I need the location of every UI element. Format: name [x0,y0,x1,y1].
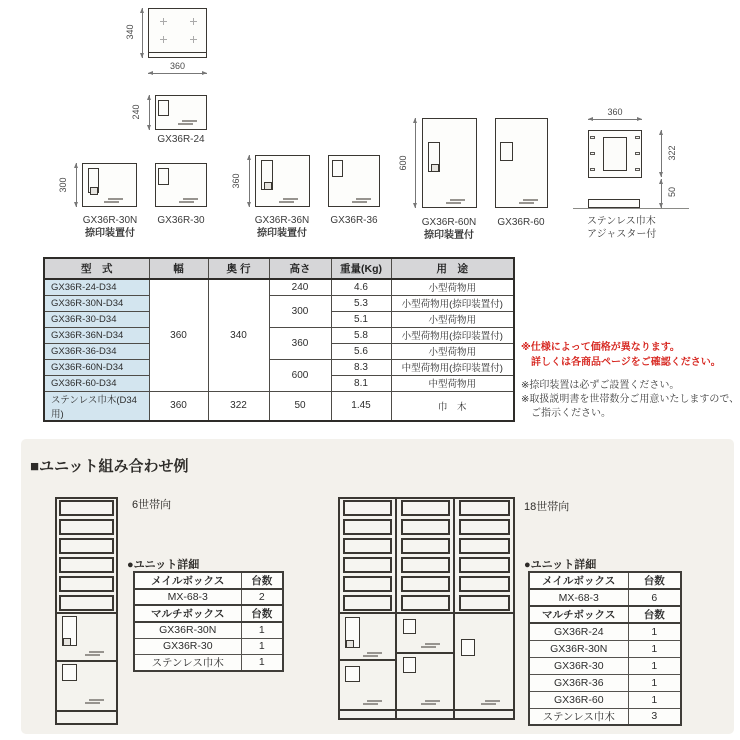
dim-label-360: 360 [231,173,241,189]
unit-window [403,657,416,673]
count-cell: 2 [241,589,283,605]
handle-icon [485,700,500,702]
unit-label: GX36R-60N [421,217,477,228]
screw-mark-icon [160,36,167,43]
table-row [44,279,514,295]
depth-cell: 322 [208,391,269,421]
count-header: 台数 [241,572,283,589]
model-cell: GX36R-24-D34 [44,279,149,295]
adjuster-clip [635,152,640,155]
use-cell: 中型荷物用 [391,375,514,391]
count-header: 台数 [628,572,681,589]
mailbox-header: メイルボックス [134,572,241,589]
dim-line [249,155,250,207]
stamp-device [431,164,439,172]
name-cell: GX36R-30N [529,640,628,657]
count-header: 台数 [241,605,283,622]
spec-header-row [44,258,514,279]
combination-panel [21,439,734,734]
table-row [134,572,283,589]
detail-heading-18: ●ユニット詳細 [524,559,597,571]
note-line: ※仕様によって価格が異なります。 [521,342,680,353]
mail-slot [343,500,392,516]
col-header-width: 幅 [149,258,208,279]
col-header-model: 型 式 [44,258,149,279]
table-row [44,327,514,343]
stamp-device [63,638,71,646]
weight-cell: 4.6 [331,279,391,295]
count-cell: 1 [628,674,681,691]
section-line [340,612,513,614]
count-cell: 1 [241,638,283,654]
count-cell: 3 [628,708,681,725]
multibox-header: マルチボックス [529,606,628,623]
model-cell: GX36R-30N-D34 [44,295,149,311]
handle-icon [183,198,198,200]
handle-icon [182,120,197,122]
unit-label: GX36R-30N [82,215,138,226]
width-cell: 360 [149,279,208,391]
count-cell: 1 [628,691,681,708]
adjuster-clip [635,136,640,139]
mail-slot [59,595,114,611]
cabinet-6 [55,497,118,725]
table-row [529,572,681,589]
mail-slot [459,576,510,592]
example-title-18: 18世帯向 [524,501,570,513]
mail-slot [459,557,510,573]
col-header-weight: 重量(Kg) [331,258,391,279]
height-cell: 240 [269,279,331,295]
adjuster-clip [590,136,595,139]
mail-slot [59,500,114,516]
weight-cell: 5.8 [331,327,391,343]
dim-line [76,163,77,207]
mailbox-header: メイルボックス [529,572,628,589]
model-cell: GX36R-36N-D34 [44,327,149,343]
unit-sub-label: アジャスター付 [587,229,657,240]
section-line [397,652,453,654]
top-view-front-strip [148,52,207,58]
section-line [340,709,513,711]
table-row [44,359,514,375]
mail-slot [59,557,114,573]
height-cell: 300 [269,295,331,327]
dim-line [142,8,143,58]
name-cell: GX36R-30 [529,657,628,674]
count-cell: 1 [241,654,283,671]
depth-cell: 340 [208,279,269,391]
unit-sub-label: 捺印装置付 [424,230,474,241]
use-cell: 巾 木 [391,391,514,421]
count-header: 台数 [628,606,681,623]
table-row [529,708,681,725]
column-divider [453,499,455,718]
dim-line [661,179,662,208]
mail-slot [343,557,392,573]
name-cell: GX36R-24 [529,623,628,640]
screw-mark-icon [190,36,197,43]
screw-mark-icon [160,18,167,25]
height-cell: 360 [269,327,331,359]
note-line: 詳しくは各商品ページをご確認ください。 [531,357,721,368]
handle-icon [425,700,440,702]
table-row [529,640,681,657]
unit-label: GX36R-36 [330,215,378,226]
dim-line [588,119,642,120]
note-line: ご指示ください。 [531,408,611,419]
baseboard-opening [603,137,627,171]
adjuster-clip [590,152,595,155]
mail-slot [459,538,510,554]
adjuster-clip [635,168,640,171]
mail-slot [401,500,450,516]
mail-slot [401,538,450,554]
col-header-height: 高さ [269,258,331,279]
note-line: ※取扱説明書を世帯数分ご用意いたしますので、 [521,394,740,405]
handle-icon [367,700,382,702]
unit-window [332,160,343,177]
dim-label-360: 360 [607,107,623,117]
mail-slot [59,538,114,554]
unit-window [345,666,360,682]
unit-window [403,619,416,634]
detail-table-6 [133,571,284,672]
model-cell: GX36R-60N-D34 [44,359,149,375]
ground-line [573,208,689,209]
dim-line [415,118,416,208]
note-line: ※捺印装置は必ずご設置ください。 [521,380,680,391]
section-line [57,612,116,614]
name-cell: MX-68-3 [134,589,241,605]
use-cell: 中型荷物用(捺印装置付) [391,359,514,375]
weight-cell: 8.3 [331,359,391,375]
height-cell: 600 [269,359,331,391]
dim-label-340: 340 [125,24,135,40]
unit-window [461,639,475,656]
use-cell: 小型荷物用 [391,343,514,359]
dim-line [661,130,662,177]
table-row [529,674,681,691]
weight-cell: 1.45 [331,391,391,421]
table-row [44,295,514,311]
use-cell: 小型荷物用 [391,311,514,327]
unit-window [158,100,169,116]
use-cell: 小型荷物用 [391,279,514,295]
spec-table [43,257,515,422]
model-cell: GX36R-36-D34 [44,343,149,359]
height-cell: 50 [269,391,331,421]
dim-label-50: 50 [667,187,677,198]
price-note [521,340,721,370]
mail-slot [401,557,450,573]
handle-icon [356,198,371,200]
use-cell: 小型荷物用(捺印装置付) [391,327,514,343]
unit-label: GX36R-36N [254,215,310,226]
name-cell: GX36R-36 [529,674,628,691]
mail-slot [343,519,392,535]
unit-diagram-gx36r-60 [495,118,548,208]
name-cell: ステンレス巾木 [529,708,628,725]
multibox-header: マルチボックス [134,605,241,622]
table-row [529,589,681,606]
handle-icon [367,652,382,654]
model-cell: ステンレス巾木(D34用) [44,391,149,421]
table-row [529,691,681,708]
handle-icon [108,198,123,200]
model-cell: GX36R-60-D34 [44,375,149,391]
weight-cell: 5.1 [331,311,391,327]
unit-window [158,168,169,185]
name-cell: GX36R-30 [134,638,241,654]
section-line [340,659,395,661]
unit-label: ステンレス巾木 [587,216,656,227]
cabinet-18 [338,497,515,720]
width-cell: 360 [149,391,208,421]
dim-label-360: 360 [169,61,186,71]
name-cell: GX36R-60 [529,691,628,708]
usage-notes [521,379,739,421]
table-row [44,391,514,421]
handle-icon [425,643,440,645]
mail-slot [459,595,510,611]
count-cell: 6 [628,589,681,606]
model-cell: GX36R-30-D34 [44,311,149,327]
table-row [529,606,681,623]
use-cell: 小型荷物用(捺印装置付) [391,295,514,311]
dim-label-300: 300 [58,177,68,193]
table-row [134,622,283,638]
count-cell: 1 [628,657,681,674]
mail-slot [459,519,510,535]
dim-label-240: 240 [131,104,141,120]
handle-icon [283,198,298,200]
weight-cell: 5.6 [331,343,391,359]
example-title-6: 6世帯向 [132,499,172,511]
stamp-device [346,640,354,648]
mail-slot [59,519,114,535]
handle-icon [89,651,104,653]
mail-slot [343,576,392,592]
count-cell: 1 [241,622,283,638]
table-row [134,605,283,622]
dim-label-600: 600 [398,155,408,171]
handle-icon [523,199,538,201]
screw-mark-icon [190,18,197,25]
dim-line [149,95,150,130]
mail-slot [401,576,450,592]
detail-table-18 [528,571,682,726]
combination-heading: ■ユニット組み合わせ例 [30,458,189,475]
dimension-diagrams [0,0,740,250]
handle-icon [89,699,104,701]
handle-icon [450,199,465,201]
table-row [529,657,681,674]
detail-heading-6: ●ユニット詳細 [127,559,200,571]
count-cell: 1 [628,623,681,640]
column-divider [395,499,397,718]
unit-sub-label: 捺印装置付 [257,228,307,239]
mail-slot [401,519,450,535]
col-header-depth: 奥 行 [208,258,269,279]
weight-cell: 8.1 [331,375,391,391]
unit-window [500,142,513,161]
count-cell: 1 [628,640,681,657]
adjuster-clip [590,168,595,171]
unit-label: GX36R-30 [157,215,205,226]
mail-slot [343,538,392,554]
dim-label-322: 322 [667,145,677,161]
mail-slot [343,595,392,611]
name-cell: MX-68-3 [529,589,628,606]
mail-slot [401,595,450,611]
table-row [134,654,283,671]
section-line [57,660,116,662]
unit-label: GX36R-24 [157,134,205,145]
table-row [134,638,283,654]
unit-label: GX36R-60 [497,217,545,228]
table-row [134,589,283,605]
top-view-diagram [148,8,207,53]
mail-slot [59,576,114,592]
mail-slot [459,500,510,516]
stamp-device [90,187,98,195]
weight-cell: 5.3 [331,295,391,311]
name-cell: ステンレス巾木 [134,654,241,671]
table-row [529,623,681,640]
stamp-device [264,182,272,190]
col-header-use: 用 途 [391,258,514,279]
dim-line [148,73,207,74]
unit-sub-label: 捺印装置付 [85,228,135,239]
section-line [57,710,116,712]
baseboard-strip-diagram [588,199,640,208]
unit-window [62,664,77,681]
name-cell: GX36R-30N [134,622,241,638]
